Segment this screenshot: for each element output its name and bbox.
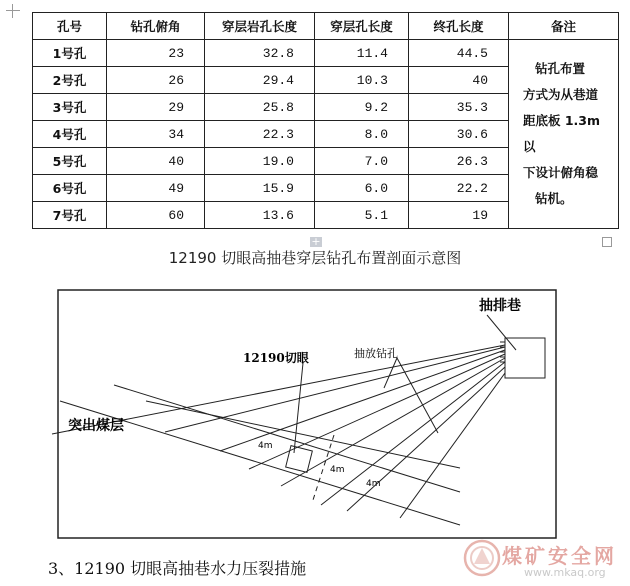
cell-final-length: 44.5 — [409, 40, 509, 67]
header-hole-id: 孔号 — [33, 13, 107, 40]
header-seam-length: 穿层孔长度 — [315, 13, 409, 40]
cell-dip-angle: 23 — [107, 40, 205, 67]
borehole-section-diagram — [0, 270, 630, 546]
cell-final-length: 22.2 — [409, 175, 509, 202]
cell-hole-id: 5号孔 — [33, 148, 107, 175]
cell-dip-angle: 40 — [107, 148, 205, 175]
drill-hole-table — [32, 12, 619, 229]
label-drill-holes: 抽放钻孔 — [354, 347, 398, 360]
watermark-logo-icon — [462, 538, 502, 578]
table-resize-handle[interactable] — [602, 237, 612, 247]
cell-final-length: 35.3 — [409, 94, 509, 121]
cell-seam-length: 7.0 — [315, 148, 409, 175]
cut-eye-box — [286, 446, 313, 473]
figure-caption: 12190 切眼高抽巷穿层钻孔布置剖面示意图 — [168, 249, 462, 267]
section-heading: 3、12190 切眼高抽巷水力压裂措施 — [48, 559, 307, 578]
label-spacing-4m: 4m — [366, 479, 381, 489]
watermark — [462, 536, 627, 582]
cell-hole-id: 2号孔 — [33, 67, 107, 94]
cell-seam-length: 9.2 — [315, 94, 409, 121]
cell-seam-length: 6.0 — [315, 175, 409, 202]
table-move-handle-icon[interactable] — [6, 4, 20, 18]
cell-dip-angle: 34 — [107, 121, 205, 148]
cell-hole-id: 7号孔 — [33, 202, 107, 229]
cell-final-length: 19 — [409, 202, 509, 229]
label-outburst-seam: 突出煤层 — [68, 418, 124, 434]
remark-line: 钻孔布置 — [535, 61, 586, 76]
label-spacing-4m: 4m — [258, 441, 273, 451]
cell-rock-length: 13.6 — [205, 202, 315, 229]
strata-lines — [60, 385, 460, 525]
table-header-row — [33, 13, 619, 40]
cell-final-length: 30.6 — [409, 121, 509, 148]
watermark-url: www.mkaq.org — [524, 566, 606, 579]
add-row-icon[interactable]: + — [311, 235, 321, 248]
cell-final-length: 26.3 — [409, 148, 509, 175]
cell-dip-angle: 26 — [107, 67, 205, 94]
remark-line: 钻机。 — [535, 191, 573, 206]
label-cut-eye: 12190切眼 — [243, 351, 309, 365]
cell-rock-length: 15.9 — [205, 175, 315, 202]
cell-seam-length: 5.1 — [315, 202, 409, 229]
header-remarks: 备注 — [509, 13, 619, 40]
cell-seam-length: 10.3 — [315, 67, 409, 94]
header-final-length: 终孔长度 — [409, 13, 509, 40]
diagram-frame — [58, 290, 556, 538]
cell-dip-angle: 29 — [107, 94, 205, 121]
remark-line: 距底板 1.3m以 — [523, 113, 601, 154]
cell-seam-length: 8.0 — [315, 121, 409, 148]
label-spacing-4m: 4m — [330, 465, 345, 475]
remark-line: 方式为从巷道 — [523, 87, 599, 102]
cell-seam-length: 11.4 — [315, 40, 409, 67]
cell-rock-length: 19.0 — [205, 148, 315, 175]
cell-hole-id: 1号孔 — [33, 40, 107, 67]
remark-line: 下设计俯角稳 — [523, 165, 599, 180]
table-row — [33, 40, 619, 67]
cell-rock-length: 32.8 — [205, 40, 315, 67]
cell-hole-id: 4号孔 — [33, 121, 107, 148]
leader-lines — [294, 315, 516, 453]
cell-dip-angle: 49 — [107, 175, 205, 202]
header-dip-angle: 钻孔俯角 — [107, 13, 205, 40]
cell-remarks — [509, 40, 619, 229]
label-roadway: 抽排巷 — [479, 298, 521, 314]
header-rock-length: 穿层岩孔长度 — [205, 13, 315, 40]
cell-rock-length: 29.4 — [205, 67, 315, 94]
watermark-title: 煤矿安全网 — [502, 544, 617, 568]
cell-dip-angle: 60 — [107, 202, 205, 229]
cell-hole-id: 6号孔 — [33, 175, 107, 202]
cell-rock-length: 22.3 — [205, 121, 315, 148]
cell-hole-id: 3号孔 — [33, 94, 107, 121]
cell-final-length: 40 — [409, 67, 509, 94]
cell-rock-length: 25.8 — [205, 94, 315, 121]
